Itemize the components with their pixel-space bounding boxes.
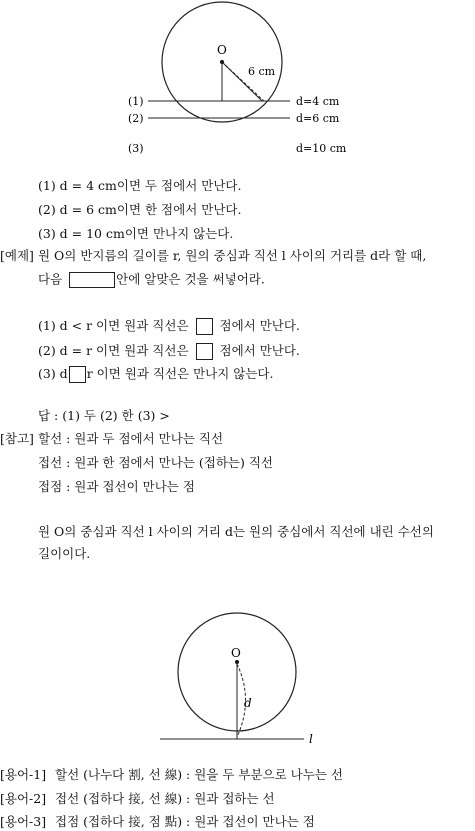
example-line-2-before: 다음 bbox=[38, 271, 63, 287]
intro-case-2: (2) d = 6 cm이면 한 점에서 만난다. bbox=[38, 202, 242, 217]
question-1-after: 점에서 만난다. bbox=[219, 318, 300, 333]
glossary-text-3: 접점 (접하다 接, 점 點) : 원과 접선이 만나는 점 bbox=[55, 814, 315, 829]
example-tag: [예제] bbox=[0, 248, 34, 263]
figure1-line-1-label: (1) bbox=[128, 95, 144, 108]
figure1-line-2-d: d=6 cm bbox=[296, 112, 340, 125]
example-line-2-after: 안에 알맞은 것을 써넣어라. bbox=[116, 271, 265, 287]
example-line-2 bbox=[38, 272, 265, 288]
question-3-text: (3) d bbox=[38, 366, 68, 381]
question-3-blank bbox=[69, 366, 86, 383]
glossary-text-1: 할선 (나누다 割, 선 線) : 원을 두 부분으로 나누는 선 bbox=[55, 767, 343, 782]
example-question-3 bbox=[38, 366, 273, 383]
note-line-1: 원 O의 중심과 직선 l 사이의 거리 d는 원의 중심에서 직선에 내린 수선의 bbox=[38, 524, 434, 539]
tangent-figure bbox=[0, 600, 475, 750]
figure2-line-label: l bbox=[309, 732, 313, 746]
circle-line-figure bbox=[0, 0, 475, 170]
figure1-line-2-label: (2) bbox=[128, 112, 144, 125]
example-question-2 bbox=[38, 343, 300, 360]
question-2-after: 점에서 만난다. bbox=[219, 343, 300, 358]
question-1-text: (1) d < r 이면 원과 직선은 bbox=[38, 318, 189, 333]
figure1-center-label: O bbox=[217, 43, 227, 57]
intro-case-3: (3) d = 10 cm이면 만나지 않는다. bbox=[38, 226, 234, 241]
figure2-center-label: O bbox=[231, 646, 241, 660]
figure1-line-3-label: (3) bbox=[128, 142, 144, 155]
reference-item-2: 접선 : 원과 한 점에서 만나는 (접하는) 직선 bbox=[38, 455, 273, 470]
figure1-radius-label: 6 cm bbox=[248, 65, 276, 78]
reference-item-1: 할선 : 원과 두 점에서 만나는 직선 bbox=[38, 431, 224, 446]
question-3-after: r 이면 원과 직선은 만나지 않는다. bbox=[86, 366, 274, 381]
figure2-d-label: d bbox=[244, 696, 252, 710]
example-question-1 bbox=[38, 318, 300, 335]
example-answer: 답 : (1) 두 (2) 한 (3) > bbox=[38, 408, 170, 423]
figure1-line-1-d: d=4 cm bbox=[296, 95, 340, 108]
note-line-2: 길이이다. bbox=[38, 546, 91, 561]
reference-tag: [참고] bbox=[0, 431, 34, 446]
example-line-1: 원 O의 반지름의 길이를 r, 원의 중심과 직선 l 사이의 거리를 d라 할 때, bbox=[38, 248, 427, 263]
question-2-text: (2) d = r 이면 원과 직선은 bbox=[38, 343, 189, 358]
glossary-tag-1: [용어-1] bbox=[0, 767, 47, 782]
reference-item-3: 접점 : 원과 접선이 만나는 점 bbox=[38, 479, 195, 494]
answer-blank-box bbox=[69, 272, 115, 288]
glossary-text-2: 접선 (접하다 接, 선 線) : 원과 접하는 선 bbox=[55, 791, 275, 806]
figure1-line-3-d: d=10 cm bbox=[296, 142, 347, 155]
question-2-blank bbox=[196, 343, 213, 360]
glossary-tag-3: [용어-3] bbox=[0, 814, 47, 829]
question-1-blank bbox=[196, 318, 213, 335]
intro-case-1: (1) d = 4 cm이면 두 점에서 만난다. bbox=[38, 178, 242, 193]
glossary-tag-2: [용어-2] bbox=[0, 791, 47, 806]
